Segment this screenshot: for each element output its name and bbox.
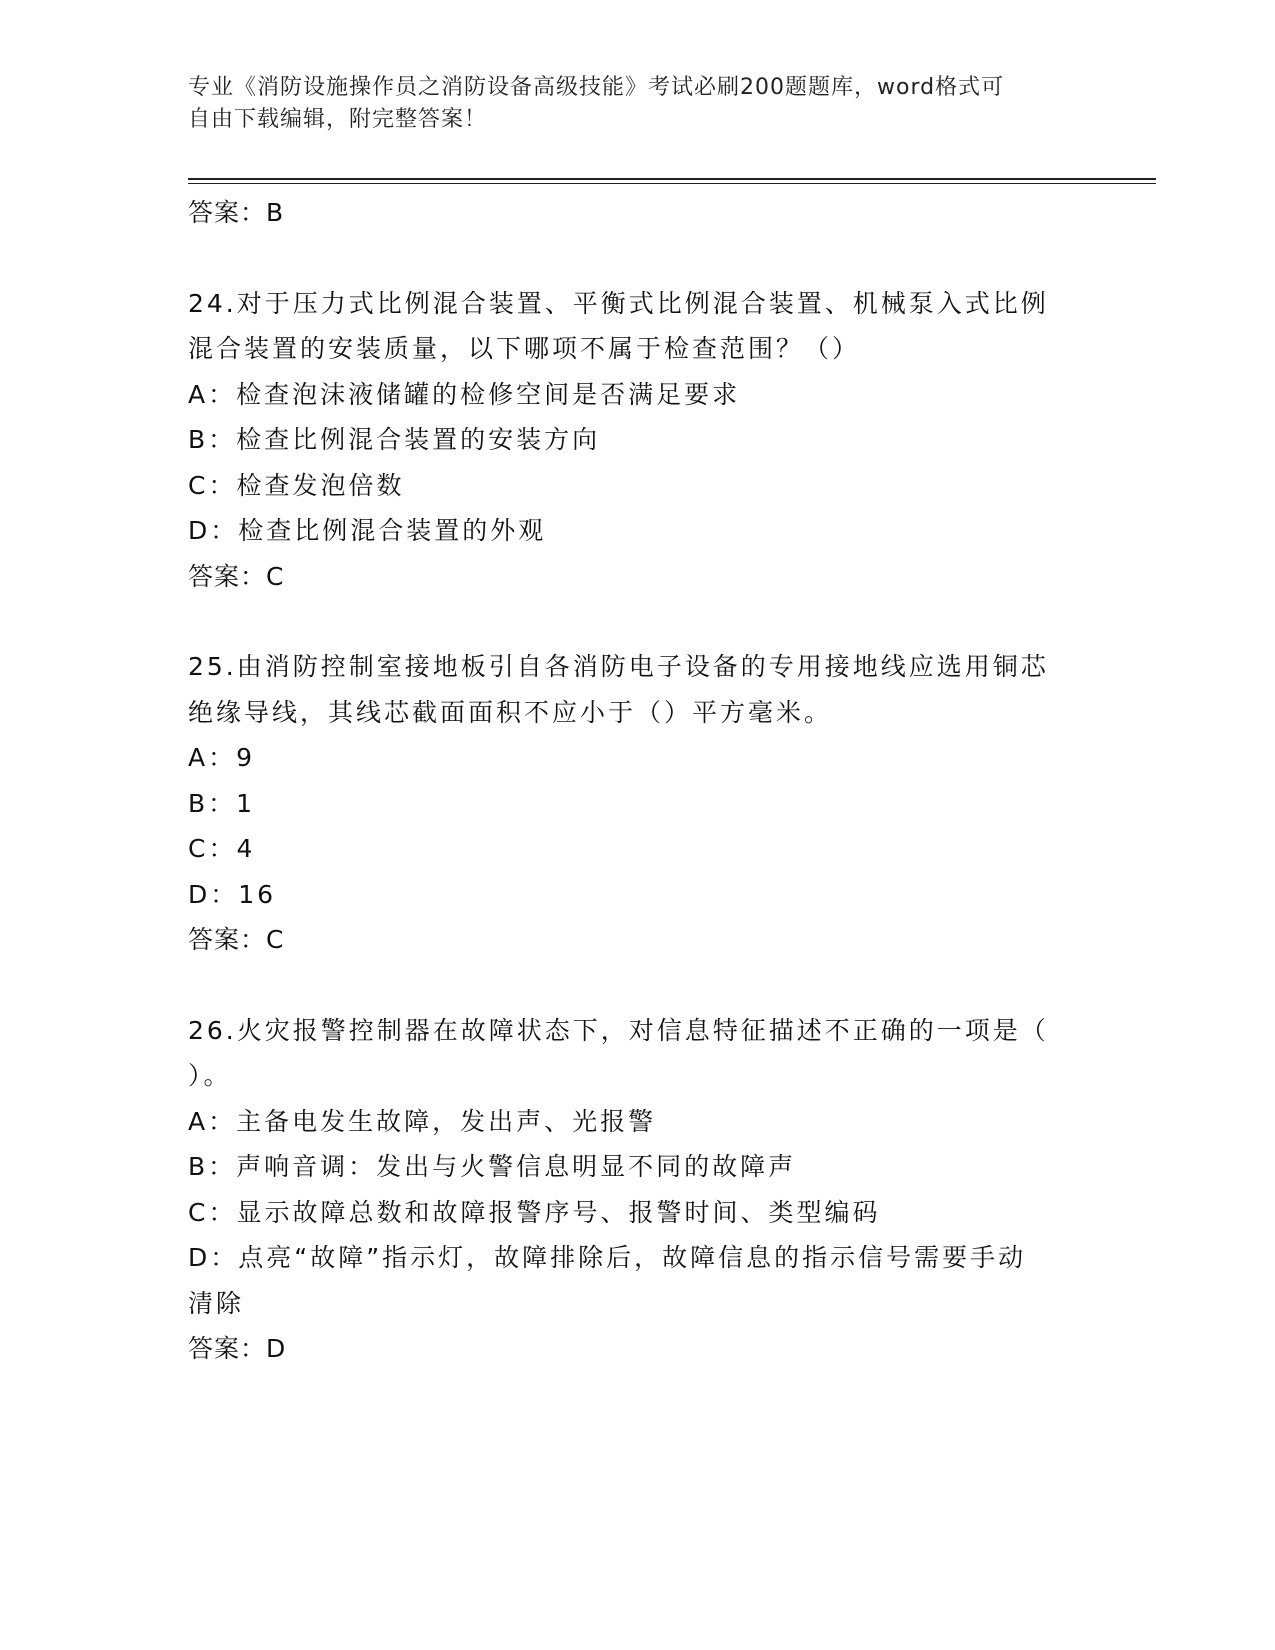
question-stem: 25.由消防控制室接地板引自各消防电子设备的专用接地线应选用铜芯 [188,652,1049,681]
option-d-continued: 清除 [188,1288,245,1318]
question-stem: 混合装置的安装质量，以下哪项不属于检查范围？（） [188,334,861,363]
option-c: C：检查发泡倍数 [188,470,405,500]
answer: 答案：C [188,925,285,954]
spacer [188,236,1088,281]
header-line-1: 专业《消防设施操作员之消防设备高级技能》考试必刷200题题库，word格式可 [188,75,1005,100]
spacer [188,963,1088,1008]
answer: 答案：C [188,561,285,591]
spacer [188,599,1088,644]
option-b: B：检查比例混合装置的安装方向 [188,425,601,454]
question-stem: 26.火灾报警控制器在故障状态下，对信息特征描述不正确的一项是（ [188,1015,1049,1045]
option-a: A：主备电发生故障，发出声、光报警 [188,1106,657,1136]
previous-answer: 答案：B [188,198,285,227]
answer: 答案：D [188,1334,287,1363]
question-24 [188,281,1088,600]
option-b: B：声响音调：发出与火警信息明显不同的故障声 [188,1152,797,1181]
option-c: C：4 [188,834,256,863]
option-a: A：检查泡沫液储罐的检修空间是否满足要求 [188,379,741,409]
document-body [188,190,1088,1372]
question-stem: 24.对于压力式比例混合装置、平衡式比例混合装置、机械泵入式比例 [188,288,1049,318]
option-d: D：点亮“故障”指示灯，故障排除后，故障信息的指示信号需要手动 [188,1243,1027,1272]
option-d: D：检查比例混合装置的外观 [188,516,547,545]
page-header [188,72,1088,136]
option-d: D：16 [188,879,277,909]
header-divider [188,178,1156,184]
question-stem: ）。 [188,1061,232,1090]
question-stem: 绝缘导线，其线芯截面面积不应小于（）平方毫米。 [188,697,833,727]
question-26 [188,1008,1088,1372]
option-c: C：显示故障总数和故障报警序号、报警时间、类型编码 [188,1197,881,1227]
header-line-2: 自由下载编辑，附完整答案！ [188,107,488,132]
option-b: B：1 [188,788,256,818]
option-a: A：9 [188,743,256,772]
question-25 [188,644,1088,963]
